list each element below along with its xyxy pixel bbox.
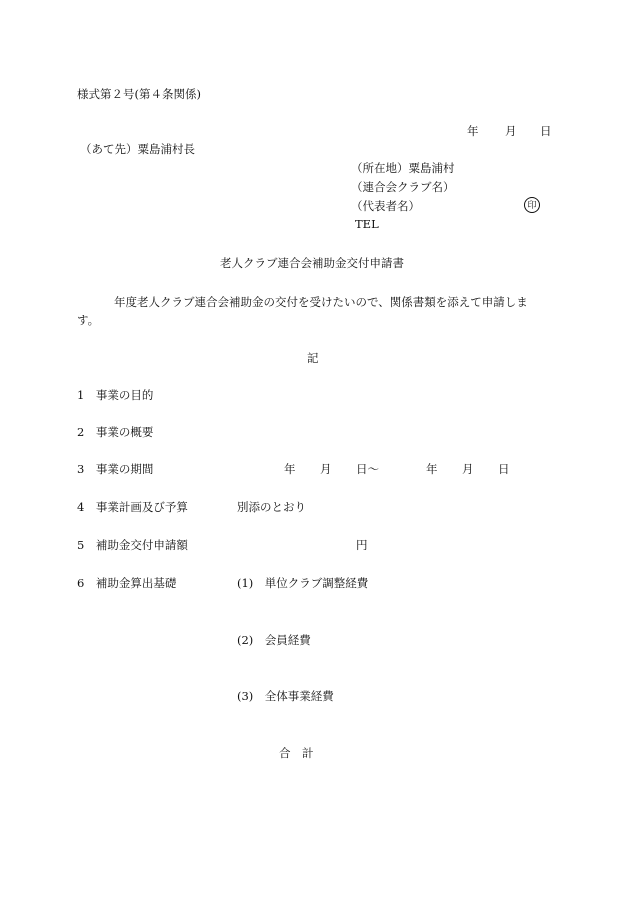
item-4-value: 別添のとおり [237, 500, 306, 514]
item-5-unit: 円 [356, 538, 368, 552]
applicant-representative: （代表者名） [351, 199, 420, 213]
item-2-label: 2 事業の概要 [77, 425, 154, 439]
seal-mark: 印 [524, 197, 540, 213]
item-6-sub-3: (3) 全体事業経費 [237, 689, 334, 703]
item-6-sub-1: (1) 単位クラブ調整経費 [237, 576, 369, 590]
body-line-1: 年度老人クラブ連合会補助金の交付を受けたいので、関係書類を添えて申請しま [114, 295, 528, 309]
item-5-label: 5 補助金交付申請額 [77, 538, 188, 552]
item-4-label: 4 事業計画及び予算 [77, 500, 188, 514]
date-day-label: 日 [540, 124, 552, 138]
period-end-month: 月 [462, 462, 474, 476]
period-start-day: 日〜 [356, 462, 379, 476]
item-1-label: 1 事業の目的 [77, 388, 154, 402]
period-end-day: 日 [498, 462, 510, 476]
applicant-club-name: （連合会クラブ名） [351, 180, 455, 194]
item-6-sub-2: (2) 会員経費 [237, 633, 311, 647]
period-start-year: 年 [284, 462, 296, 476]
period-start-month: 月 [320, 462, 332, 476]
ki-heading: 記 [307, 351, 319, 365]
date-year-label: 年 [467, 124, 479, 138]
document-title: 老人クラブ連合会補助金交付申請書 [220, 256, 404, 270]
total-label: 合 計 [279, 746, 314, 760]
form-number: 様式第２号(第４条関係) [77, 87, 201, 101]
applicant-location: （所在地）粟島浦村 [351, 161, 455, 175]
date-month-label: 月 [505, 124, 517, 138]
item-6-label: 6 補助金算出基礎 [77, 576, 177, 590]
period-end-year: 年 [426, 462, 438, 476]
body-line-2: す。 [77, 313, 100, 327]
addressee: （あて先）粟島浦村長 [80, 142, 195, 156]
applicant-tel: TEL [355, 217, 379, 231]
item-3-label: 3 事業の期間 [77, 462, 154, 476]
